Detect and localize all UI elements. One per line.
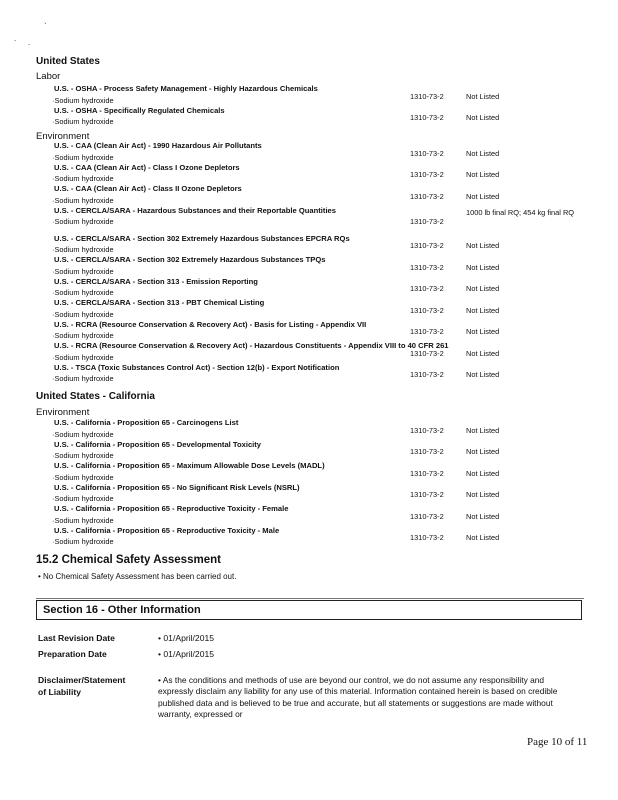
regulation-title: U.S. - California - Proposition 65 - Maximum Allowable Dose Levels (MADL): [54, 461, 325, 470]
chemical-name: ·Sodium hydroxide: [52, 515, 114, 525]
regulation-title: U.S. - CERCLA/SARA - Section 302 Extremely Hazardous Substances EPCRA RQs: [54, 233, 350, 243]
chemical-name: ·Sodium hydroxide: [52, 472, 114, 482]
regulation-title: U.S. - CERCLA/SARA - Section 302 Extremely Hazardous Substances TPQs: [54, 255, 326, 265]
cas-number: 1310-73-2: [410, 468, 444, 478]
scan-mark: `: [44, 22, 47, 31]
chemical-name: ·Sodium hydroxide: [52, 152, 114, 162]
listing-status: 1000 lb final RQ; 454 kg final RQ: [466, 208, 575, 218]
scan-mark: .: [28, 38, 31, 47]
listing-status: Not Listed: [466, 305, 500, 315]
cas-number: 1310-73-2: [410, 262, 444, 272]
listing-status: Not Listed: [466, 511, 500, 521]
regulation-title: U.S. - CERCLA/SARA - Section 313 - Emission Reporting: [54, 276, 258, 286]
cas-number: 1310-73-2: [410, 113, 444, 123]
chemical-name: ·Sodium hydroxide: [52, 217, 114, 227]
cas-number: 1310-73-2: [410, 425, 444, 435]
regulation-title: U.S. - TSCA (Toxic Substances Control Act) - Section 12(b) - Export Notification: [54, 362, 340, 372]
cas-number: 1310-73-2: [410, 191, 444, 201]
cas-number: 1310-73-2: [410, 91, 444, 101]
csa-heading: 15.2 Chemical Safety Assessment: [36, 554, 221, 566]
regulation-title: U.S. - OSHA - Specifically Regulated Chemicals: [54, 105, 225, 115]
regulation-title: U.S. - CAA (Clean Air Act) - Class I Ozone Depletors: [54, 162, 240, 172]
regulation-title: U.S. - OSHA - Process Safety Management - Highly Hazardous Chemicals: [54, 84, 318, 93]
regulation-title: U.S. - CAA (Clean Air Act) - 1990 Hazardous Air Pollutants: [54, 141, 262, 150]
listing-status: Not Listed: [466, 262, 500, 272]
listing-status: Not Listed: [466, 191, 500, 201]
cas-number: 1310-73-2: [410, 511, 444, 521]
listing-status: Not Listed: [466, 148, 500, 158]
scan-mark: .: [14, 34, 17, 43]
page-number: Page 10 of 11: [527, 736, 588, 748]
regulation-title: U.S. - CAA (Clean Air Act) - Class II Ozone Depletors: [54, 184, 242, 193]
cas-number: 1310-73-2: [410, 370, 444, 380]
cas-number: 1310-73-2: [410, 148, 444, 158]
listing-status: Not Listed: [466, 284, 500, 294]
chemical-name: ·Sodium hydroxide: [52, 537, 114, 547]
region-heading-us: United States: [36, 56, 100, 67]
region-heading-california: United States - California: [36, 391, 155, 402]
chemical-name: ·Sodium hydroxide: [52, 352, 114, 362]
divider: [36, 598, 584, 599]
cas-number: 1310-73-2: [410, 170, 444, 180]
chemical-name: ·Sodium hydroxide: [52, 309, 114, 319]
chemical-name: ·Sodium hydroxide: [52, 374, 114, 384]
section-16-title: Section 16 - Other Information: [43, 604, 201, 616]
section-16-header: [36, 600, 582, 620]
listing-status: Not Listed: [466, 170, 500, 180]
cas-number: 1310-73-2: [410, 241, 444, 251]
regulation-title: U.S. - CERCLA/SARA - Hazardous Substances and their Reportable Quantities: [54, 205, 336, 215]
ca-environment-heading: Environment: [36, 407, 90, 418]
cas-number: 1310-73-2: [410, 284, 444, 294]
regulation-title: U.S. - California - Proposition 65 - Reproductive Toxicity - Female: [54, 504, 289, 513]
listing-status: Not Listed: [466, 533, 500, 543]
disclaimer-label: Disclaimer/Statement: [38, 675, 126, 685]
chemical-name: ·Sodium hydroxide: [52, 451, 114, 461]
preparation-date-value: • 01/April/2015: [158, 649, 215, 659]
chemical-name: ·Sodium hydroxide: [52, 117, 114, 127]
chemical-name: ·Sodium hydroxide: [52, 174, 114, 184]
environment-heading: Environment: [36, 131, 90, 142]
listing-status: Not Listed: [466, 241, 500, 251]
chemical-name: ·Sodium hydroxide: [52, 429, 114, 439]
listing-status: Not Listed: [466, 447, 500, 457]
listing-status: Not Listed: [466, 327, 500, 337]
chemical-name: ·Sodium hydroxide: [52, 331, 114, 341]
listing-status: Not Listed: [466, 113, 500, 123]
listing-status: Not Listed: [466, 490, 500, 500]
regulation-title: U.S. - California - Proposition 65 - Developmental Toxicity: [54, 439, 262, 449]
listing-status: Not Listed: [466, 425, 500, 435]
revision-date-label: Last Revision Date: [38, 633, 115, 643]
revision-date-value: • 01/April/2015: [158, 633, 215, 643]
listing-status: Not Listed: [466, 370, 500, 380]
regulation-title: U.S. - CERCLA/SARA - Section 313 - PBT Chemical Listing: [54, 298, 265, 308]
preparation-date-label: Preparation Date: [38, 649, 107, 659]
listing-status: Not Listed: [466, 348, 500, 358]
regulation-title: U.S. - RCRA (Resource Conservation & Recovery Act) - Basis for Listing - Appendix VII: [54, 319, 367, 329]
chemical-name: ·Sodium hydroxide: [52, 95, 114, 105]
chemical-name: ·Sodium hydroxide: [52, 245, 114, 255]
regulation-title: U.S. - California - Proposition 65 - No Significant Risk Levels (NSRL): [54, 482, 300, 492]
listing-status: Not Listed: [466, 91, 500, 101]
cas-number: 1310-73-2: [410, 348, 444, 358]
chemical-name: ·Sodium hydroxide: [52, 494, 114, 504]
labor-heading: Labor: [36, 71, 61, 82]
cas-number: 1310-73-2: [410, 490, 444, 500]
listing-status: Not Listed: [466, 468, 500, 478]
cas-number: 1310-73-2: [410, 327, 444, 337]
cas-number: 1310-73-2: [410, 447, 444, 457]
regulation-title: U.S. - RCRA (Resource Conservation & Recovery Act) - Hazardous Constituents - Appendix VIII to 40 CFR 261: [54, 341, 449, 351]
cas-number: 1310-73-2: [410, 217, 444, 227]
chemical-name: ·Sodium hydroxide: [52, 288, 114, 298]
cas-number: 1310-73-2: [410, 533, 444, 543]
csa-bullet: • No Chemical Safety Assessment has been carried out.: [38, 572, 237, 581]
chemical-name: ·Sodium hydroxide: [52, 266, 114, 276]
regulation-title: U.S. - California - Proposition 65 - Reproductive Toxicity - Male: [54, 525, 280, 535]
cas-number: 1310-73-2: [410, 305, 444, 315]
regulation-title: U.S. - California - Proposition 65 - Carcinogens List: [54, 418, 239, 427]
disclaimer-text: • As the conditions and methods of use are beyond our control, we do not assume any responsibility and expressly disclaim any liability for any use of this material. Information contained herein is based on credible published data and is believed to be true and accurate, but all statements or suggestions are made without warranty, expressed or: [158, 675, 558, 720]
chemical-name: ·Sodium hydroxide: [52, 195, 114, 205]
disclaimer-label-line2: of Liability: [38, 687, 81, 697]
